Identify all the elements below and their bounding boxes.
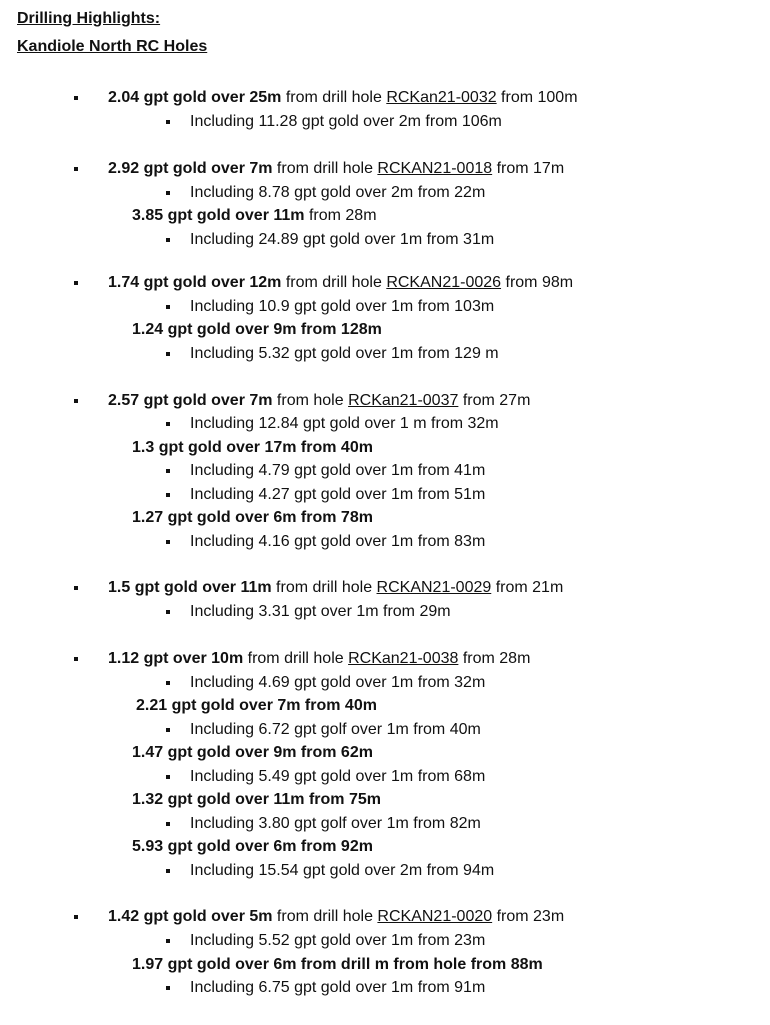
highlight-text: from drill hole <box>281 274 387 291</box>
highlight-grade: 2.92 gpt gold over 7m <box>108 160 273 177</box>
highlight-grade: 2.57 gpt gold over 7m <box>108 392 273 409</box>
drill-hole-id: RCKan21-0037 <box>348 392 459 409</box>
highlight-text: from hole <box>272 392 349 409</box>
highlight-depth: from 23m <box>492 908 565 925</box>
including-item: Including 24.89 gpt gold over 1m from 31m <box>190 231 495 248</box>
including-item: Including 6.72 gpt golf over 1m from 40m <box>190 721 481 738</box>
document-heading: Drilling Highlights: <box>17 10 161 27</box>
drill-hole-id: RCKAN21-0029 <box>376 579 492 596</box>
including-item: Including 15.54 gpt gold over 2m from 94m <box>190 862 495 879</box>
including-item: Including 5.52 gpt gold over 1m from 23m <box>190 932 486 949</box>
document-subheading: Kandiole North RC Holes <box>17 38 208 55</box>
sub-interval: 1.3 gpt gold over 17m from 40m <box>132 439 373 456</box>
highlight-grade: 1.12 gpt over 10m <box>108 650 244 667</box>
including-item: Including 10.9 gpt gold over 1m from 103m <box>190 298 495 315</box>
highlight-text: from drill hole <box>243 650 349 667</box>
highlight-depth: from 27m <box>458 392 531 409</box>
highlight-item <box>108 393 530 409</box>
drill-hole-id: RCKan21-0038 <box>348 650 459 667</box>
drill-hole-id: RCKan21-0032 <box>386 89 497 106</box>
highlight-item <box>108 275 573 291</box>
sub-interval: 5.93 gpt gold over 6m from 92m <box>132 838 373 855</box>
highlight-grade: 1.42 gpt gold over 5m <box>108 908 273 925</box>
including-item: Including 3.31 gpt over 1m from 29m <box>190 603 451 620</box>
including-item: Including 4.27 gpt gold over 1m from 51m <box>190 486 486 503</box>
including-item: Including 5.32 gpt gold over 1m from 129 m <box>190 345 499 362</box>
highlight-text: from drill hole <box>272 908 378 925</box>
highlight-text: from drill hole <box>271 579 377 596</box>
including-item: Including 12.84 gpt gold over 1 m from 32m <box>190 415 499 432</box>
highlight-item <box>108 909 564 925</box>
sub-interval-grade: 3.85 gpt gold over 11m <box>132 207 305 224</box>
highlight-depth: from 17m <box>492 160 565 177</box>
including-item: Including 4.16 gpt gold over 1m from 83m <box>190 533 486 550</box>
highlight-item <box>108 580 563 596</box>
sub-interval: 1.32 gpt gold over 11m from 75m <box>132 791 381 808</box>
drill-hole-id: RCKAN21-0026 <box>386 274 502 291</box>
including-item: Including 3.80 gpt golf over 1m from 82m <box>190 815 481 832</box>
highlight-text: from drill hole <box>281 89 387 106</box>
including-item: Including 4.79 gpt gold over 1m from 41m <box>190 462 486 479</box>
including-item: Including 6.75 gpt gold over 1m from 91m <box>190 979 486 996</box>
sub-interval: 1.27 gpt gold over 6m from 78m <box>132 509 373 526</box>
sub-interval: 1.97 gpt gold over 6m from drill m from hole from 88m <box>132 956 543 973</box>
sub-interval: 1.24 gpt gold over 9m from 128m <box>132 321 382 338</box>
sub-interval: 2.21 gpt gold over 7m from 40m <box>136 697 377 714</box>
highlight-grade: 2.04 gpt gold over 25m <box>108 89 282 106</box>
sub-interval: 1.47 gpt gold over 9m from 62m <box>132 744 373 761</box>
including-item: Including 11.28 gpt gold over 2m from 106m <box>190 113 502 130</box>
highlight-depth: from 100m <box>496 89 578 106</box>
highlight-depth: from 98m <box>501 274 574 291</box>
highlight-grade: 1.74 gpt gold over 12m <box>108 274 282 291</box>
highlight-item <box>108 90 578 106</box>
sub-interval <box>132 208 377 224</box>
drill-hole-id: RCKAN21-0018 <box>377 160 493 177</box>
highlight-depth: from 21m <box>491 579 564 596</box>
sub-interval-depth: from 28m <box>304 207 377 224</box>
including-item: Including 8.78 gpt gold over 2m from 22m <box>190 184 486 201</box>
highlight-grade: 1.5 gpt gold over 11m <box>108 579 272 596</box>
highlight-text: from drill hole <box>272 160 378 177</box>
highlight-depth: from 28m <box>458 650 531 667</box>
highlight-item <box>108 651 530 667</box>
highlight-item <box>108 161 564 177</box>
including-item: Including 5.49 gpt gold over 1m from 68m <box>190 768 486 785</box>
including-item: Including 4.69 gpt gold over 1m from 32m <box>190 674 486 691</box>
drill-hole-id: RCKAN21-0020 <box>377 908 493 925</box>
